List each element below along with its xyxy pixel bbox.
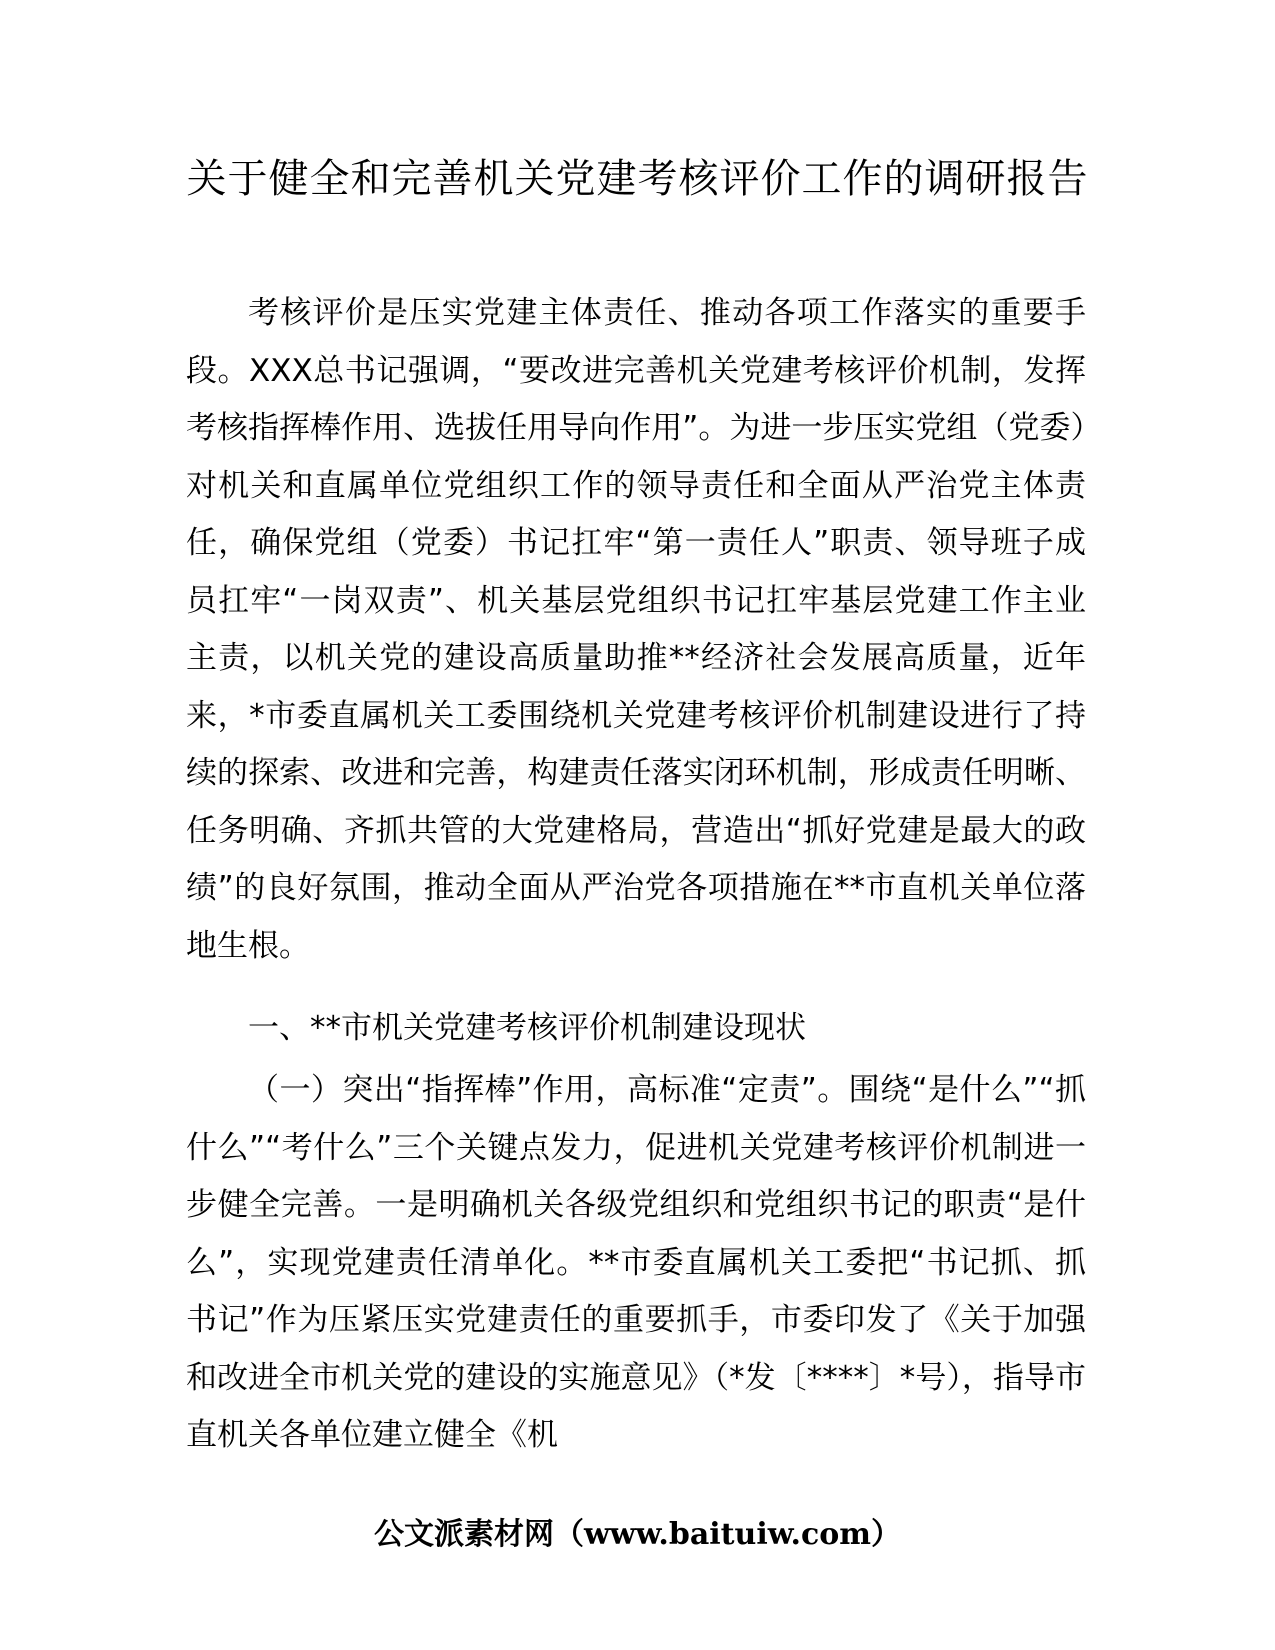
footer-watermark: 公文派素材网（www.baituiw.com） — [373, 1517, 902, 1552]
intro-paragraph: 考核评价是压实党建主体责任、推动各项工作落实的重要手段。XXX总书记强调，“要改进完善机关党建考核评价机制，发挥考核指挥棒作用、选拔任用导向作用”。为进一步压实党组（党委）对机关和直属单位党组织工作的领导责任和全面从严治党主体责任，确保党组（党委）书记扛牢“第一责任人”职责、领导班子成员扛牢“一岗双责”、机关基层党组织书记扛牢基层党建工作主业主责，以机关党的建设高质量助推**经济社会发展高质量，近年来，*市委直属机关工委围绕机关党建考核评价机制建设进行了持续的探索、改进和完善，构建责任落实闭环机制，形成责任明晰、任务明确、齐抓共管的大党建格局，营造出“抓好党建是最大的政绩”的良好氛围，推动全面从严治党各项措施在**市直机关单位落地生根。 — [186, 295, 1086, 964]
section-heading: 一、**市机关党建考核评价机制建设现状 — [248, 1010, 806, 1046]
subsection-paragraph: （一）突出“指挥棒”作用，高标准“定责”。围绕“是什么”“抓什么”“考什么”三个关键点发力，促进机关党建考核评价机制进一步健全完善。一是明确机关各级党组织和党组织书记的职责“是什么”，实现党建责任清单化。**市委直属机关工委把“书记抓、抓书记”作为压紧压实党建责任的重要抓手，市委印发了《关于加强和改进全市机关党的建设的实施意见》（*发〔****〕*号），指导市直机关各单位建立健全《机 — [186, 1072, 1086, 1453]
document-title: 关于健全和完善机关党建考核评价工作的调研报告 — [186, 156, 1089, 202]
